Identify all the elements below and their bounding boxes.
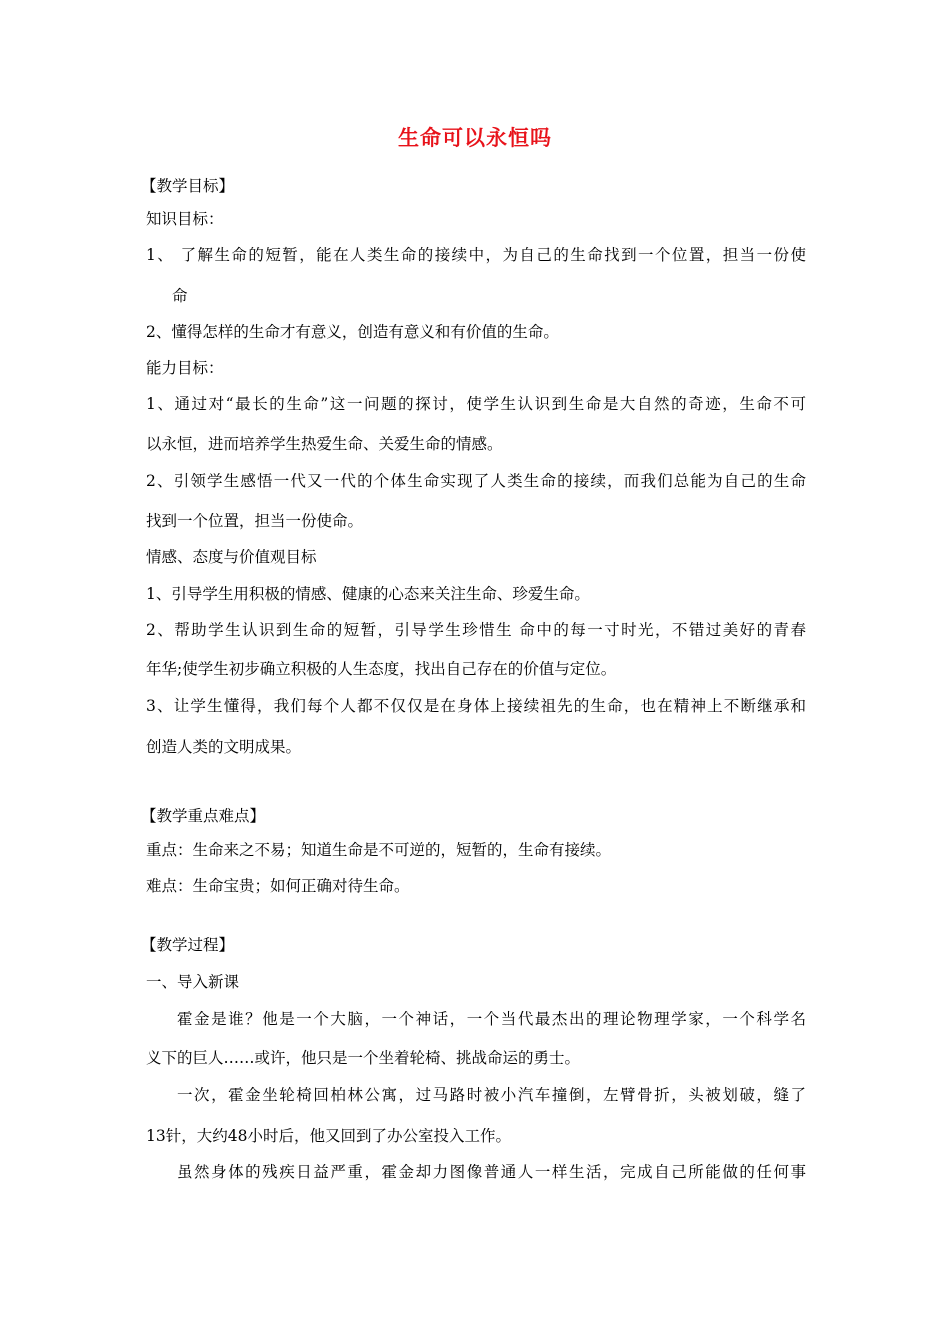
paragraph-line: 2、帮助学生认识到生命的短暂，引导学生珍惜生 命中的每一寸时光，不错过美好的青春 bbox=[146, 621, 806, 639]
paragraph-line: 13针，大约48小时后，他又回到了办公室投入工作。 bbox=[146, 1127, 511, 1145]
paragraph-line: 找到一个位置，担当一份使命。 bbox=[146, 512, 364, 530]
paragraph-line: 创造人类的文明成果。 bbox=[146, 738, 302, 756]
paragraph-line: 2、引领学生感悟一代又一代的个体生命实现了人类生命的接续，而我们总能为自己的生命 bbox=[146, 472, 806, 490]
paragraph-line: 一次，霍金坐轮椅回柏林公寓，过马路时被小汽车撞倒，左臂骨折，头被划破，缝了 bbox=[177, 1086, 806, 1104]
paragraph-line: 1、 了解生命的短暂，能在人类生命的接续中，为自己的生命找到一个位置，担当一份使 bbox=[146, 246, 806, 264]
section-heading-objectives: 【教学目标】 bbox=[141, 177, 235, 195]
subheading-ability: 能力目标： bbox=[146, 359, 224, 377]
paragraph-line: 难点：生命宝贵；如何正确对待生命。 bbox=[146, 877, 410, 895]
paragraph-line: 以永恒，进而培养学生热爱生命、关爱生命的情感。 bbox=[146, 435, 503, 453]
paragraph-line: 虽然身体的残疾日益严重，霍金却力图像普通人一样生活，完成自己所能做的任何事 bbox=[177, 1163, 806, 1181]
paragraph-line: 2、懂得怎样的生命才有意义，创造有意义和有价值的生命。 bbox=[146, 323, 559, 341]
section-heading-process: 【教学过程】 bbox=[141, 936, 235, 954]
subheading-emotion: 情感、态度与价值观目标 bbox=[146, 548, 317, 566]
paragraph-line: 3、让学生懂得，我们每个人都不仅仅是在身体上接续祖先的生命，也在精神上不断继承和 bbox=[146, 697, 806, 715]
section-heading-keypoints: 【教学重点难点】 bbox=[141, 807, 266, 825]
paragraph-line: 年华;使学生初步确立积极的人生态度，找出自己存在的价值与定位。 bbox=[146, 660, 617, 678]
paragraph-line: 重点：生命来之不易；知道生命是不可逆的，短暂的，生命有接续。 bbox=[146, 841, 612, 859]
paragraph-line: 1、通过对“最长的生命”这一问题的探讨，使学生认识到生命是大自然的奇迹，生命不可 bbox=[146, 395, 806, 413]
paragraph-line: 霍金是谁？他是一个大脑，一个神话，一个当代最杰出的理论物理学家，一个科学名 bbox=[177, 1010, 806, 1028]
paragraph-line: 义下的巨人……或许，他只是一个坐着轮椅、挑战命运的勇士。 bbox=[146, 1049, 581, 1067]
subheading-intro: 一、导入新课 bbox=[146, 973, 240, 991]
subheading-knowledge: 知识目标： bbox=[146, 210, 224, 228]
paragraph-line: 1、引导学生用积极的情感、健康的心态来关注生命、珍爱生命。 bbox=[146, 585, 590, 603]
page-title: 生命可以永恒吗 bbox=[398, 126, 552, 150]
paragraph-line: 命 bbox=[172, 287, 188, 305]
